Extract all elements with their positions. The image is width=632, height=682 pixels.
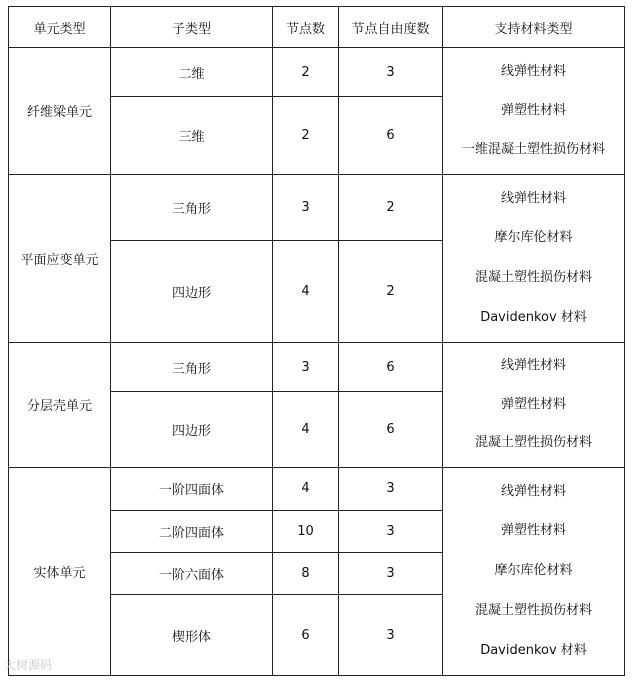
header-subtype: 子类型 (111, 7, 273, 48)
table-row (9, 174, 625, 240)
dof-cell: 3 (339, 467, 443, 510)
material-item: 弹塑性材料 (500, 523, 566, 539)
node-count-cell: 4 (273, 467, 339, 510)
subtype-cell: 一阶四面体 (111, 467, 273, 510)
element-type-table (8, 6, 625, 676)
watermark: 大树源码 (4, 658, 53, 672)
material-item: 线弹性材料 (500, 483, 566, 499)
subtype-cell: 二阶四面体 (111, 510, 273, 552)
subtype-cell: 一阶六面体 (111, 553, 273, 595)
node-count-cell: 4 (273, 241, 339, 343)
header-node-count: 节点数 (273, 7, 339, 48)
material-item: 线弹性材料 (500, 358, 566, 374)
subtype-cell: 三角形 (111, 342, 273, 391)
node-count-cell: 2 (273, 97, 339, 174)
materials-cell (443, 467, 625, 675)
material-item: 一维混凝土塑性损伤材料 (461, 142, 605, 158)
dof-cell: 3 (339, 595, 443, 676)
dof-cell: 3 (339, 553, 443, 595)
dof-cell: 6 (339, 392, 443, 467)
node-count-cell: 3 (273, 342, 339, 391)
material-item: Davidenkov 材料 (480, 643, 587, 658)
element-type-cell: 分层壳单元 (9, 342, 111, 467)
material-item: 混凝土塑性损伤材料 (474, 435, 592, 451)
materials-cell (443, 174, 625, 342)
dof-cell: 6 (339, 342, 443, 391)
material-item: 弹塑性材料 (500, 396, 566, 412)
table-row (9, 342, 625, 391)
dof-cell: 3 (339, 510, 443, 552)
header-materials: 支持材料类型 (443, 7, 625, 48)
subtype-cell: 四边形 (111, 241, 273, 343)
materials-cell (443, 342, 625, 467)
subtype-cell: 三维 (111, 97, 273, 174)
material-item: 线弹性材料 (500, 63, 566, 79)
subtype-cell: 三角形 (111, 174, 273, 240)
subtype-cell: 二维 (111, 48, 273, 97)
material-item: 弹塑性材料 (500, 102, 566, 118)
material-item: 摩尔库伦材料 (494, 563, 573, 579)
material-item: 线弹性材料 (500, 190, 566, 206)
materials-cell (443, 48, 625, 175)
node-count-cell: 3 (273, 174, 339, 240)
material-item: 摩尔库伦材料 (494, 230, 573, 246)
node-count-cell: 2 (273, 48, 339, 97)
subtype-cell: 楔形体 (111, 595, 273, 676)
node-count-cell: 8 (273, 553, 339, 595)
header-node-dof: 节点自由度数 (339, 7, 443, 48)
header-element-type: 单元类型 (9, 7, 111, 48)
element-type-cell: 平面应变单元 (9, 174, 111, 342)
table-row (9, 467, 625, 510)
material-item: 混凝土塑性损伤材料 (474, 270, 592, 286)
node-count-cell: 6 (273, 595, 339, 676)
material-item: Davidenkov 材料 (480, 309, 587, 325)
node-count-cell: 4 (273, 392, 339, 467)
dof-cell: 6 (339, 97, 443, 174)
element-type-cell: 实体单元 (9, 467, 111, 675)
header-row (9, 7, 625, 48)
material-item: 混凝土塑性损伤材料 (474, 603, 592, 619)
dof-cell: 2 (339, 241, 443, 343)
dof-cell: 3 (339, 48, 443, 97)
subtype-cell: 四边形 (111, 392, 273, 467)
dof-cell: 2 (339, 174, 443, 240)
table-row (9, 48, 625, 97)
element-type-cell: 纤维梁单元 (9, 48, 111, 175)
node-count-cell: 10 (273, 510, 339, 552)
